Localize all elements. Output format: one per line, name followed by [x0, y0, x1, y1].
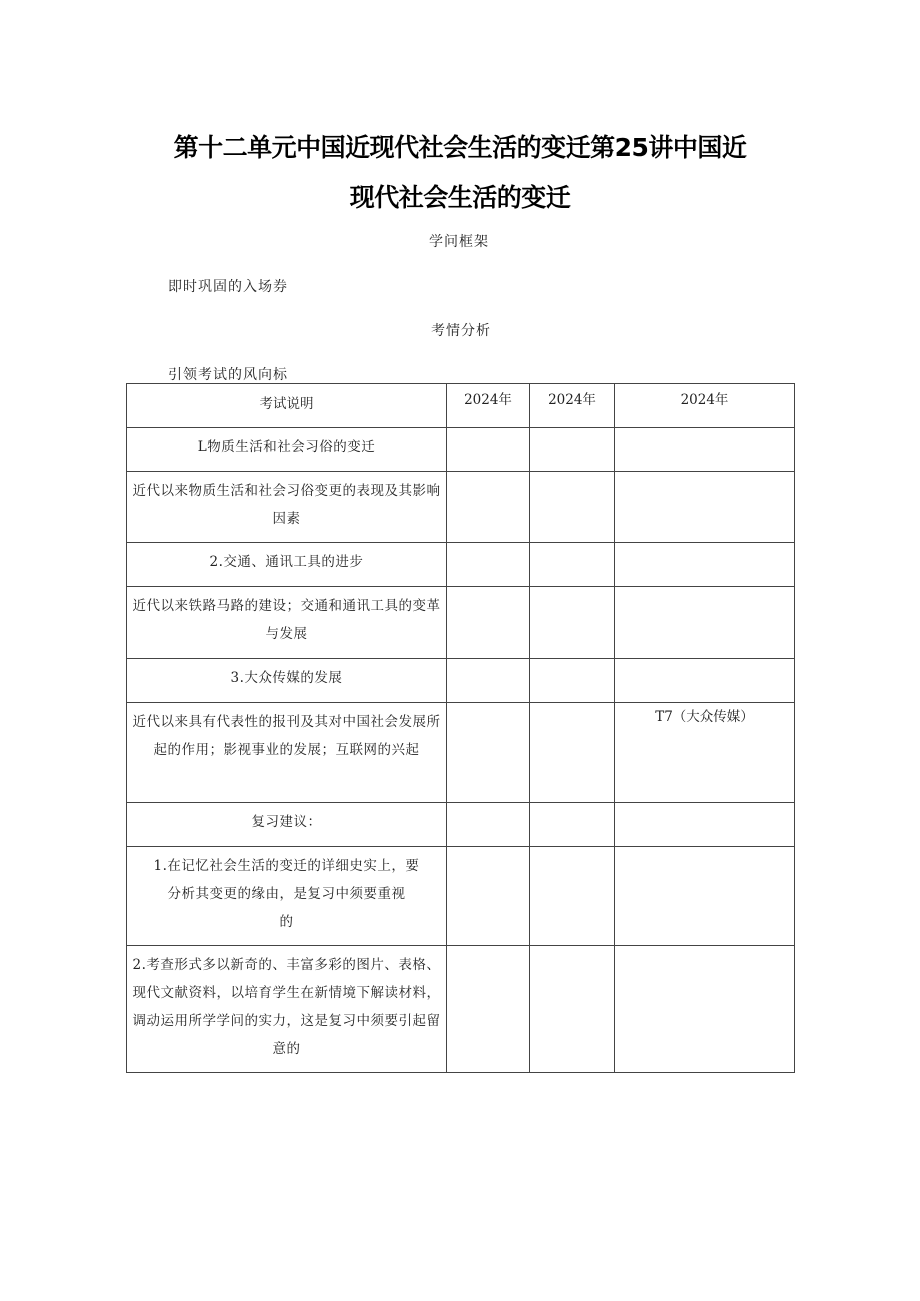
row-cell [615, 803, 795, 847]
row-cell [530, 472, 615, 543]
table-row [127, 587, 795, 659]
row-cell [447, 472, 530, 543]
row-description [127, 847, 447, 946]
row-cell [615, 472, 795, 543]
table-row [127, 659, 795, 703]
table-row [127, 803, 795, 847]
row-cell [530, 703, 615, 803]
section-knowledge-framework: 学问框架 [429, 234, 489, 250]
row-description-line: 1.在记忆社会生活的变迁的详细史实上，要 [153, 858, 420, 874]
row-description: L物质生活和社会习俗的变迁 [127, 428, 447, 472]
row-description-line: 的 [279, 914, 294, 930]
document-title-line-1: 第十二单元中国近现代社会生活的变迁第25讲中国近 [173, 133, 747, 162]
table-row [127, 543, 795, 587]
table-row [127, 703, 795, 803]
header-year-2: 2024年 [530, 384, 615, 428]
row-description: 复习建议： [127, 803, 447, 847]
row-cell [615, 543, 795, 587]
row-cell-mass-media-note: T7（大众传媒） [615, 703, 795, 803]
table-row [127, 472, 795, 543]
table-row [127, 946, 795, 1073]
row-description: 2.考查形式多以新奇的、丰富多彩的图片、表格、现代文献资料，以培育学生在新情境下解读材料，调动运用所学学问的实力，这是复习中须要引起留意的 [127, 946, 447, 1073]
exam-analysis-table [126, 383, 795, 1073]
header-year-1: 2024年 [447, 384, 530, 428]
row-cell [447, 659, 530, 703]
table-header-row [127, 384, 795, 428]
row-description: 2.交通、通讯工具的进步 [127, 543, 447, 587]
row-description: 近代以来铁路马路的建设；交通和通讯工具的变革与发展 [127, 587, 447, 659]
row-cell [530, 659, 615, 703]
table-row [127, 847, 795, 946]
table-row [127, 428, 795, 472]
section-exam-guide: 引领考试的风向标 [168, 367, 288, 383]
row-cell [615, 428, 795, 472]
row-cell [530, 543, 615, 587]
row-cell [530, 803, 615, 847]
row-description: 近代以来物质生活和社会习俗变更的表现及其影响因素 [127, 472, 447, 543]
row-cell [530, 847, 615, 946]
row-cell [530, 946, 615, 1073]
section-entry-ticket: 即时巩固的入场券 [168, 279, 288, 295]
row-cell [447, 946, 530, 1073]
row-cell [615, 847, 795, 946]
row-cell [447, 543, 530, 587]
row-cell [615, 587, 795, 659]
row-cell [530, 428, 615, 472]
row-cell [530, 587, 615, 659]
row-cell [615, 946, 795, 1073]
row-cell [615, 659, 795, 703]
row-description: 3.大众传媒的发展 [127, 659, 447, 703]
row-cell [447, 587, 530, 659]
row-cell [447, 803, 530, 847]
row-cell [447, 847, 530, 946]
document-title-line-2: 现代社会生活的变迁 [349, 183, 571, 212]
row-description: 近代以来具有代表性的报刊及其对中国社会发展所起的作用；影视事业的发展；互联网的兴起 [127, 703, 447, 803]
row-cell [447, 703, 530, 803]
section-exam-analysis: 考情分析 [431, 323, 491, 339]
row-description-line: 分析其变更的缘由，是复习中须要重视 [167, 886, 406, 902]
row-cell [447, 428, 530, 472]
header-year-3: 2024年 [615, 384, 795, 428]
header-exam-description: 考试说明 [127, 384, 447, 428]
